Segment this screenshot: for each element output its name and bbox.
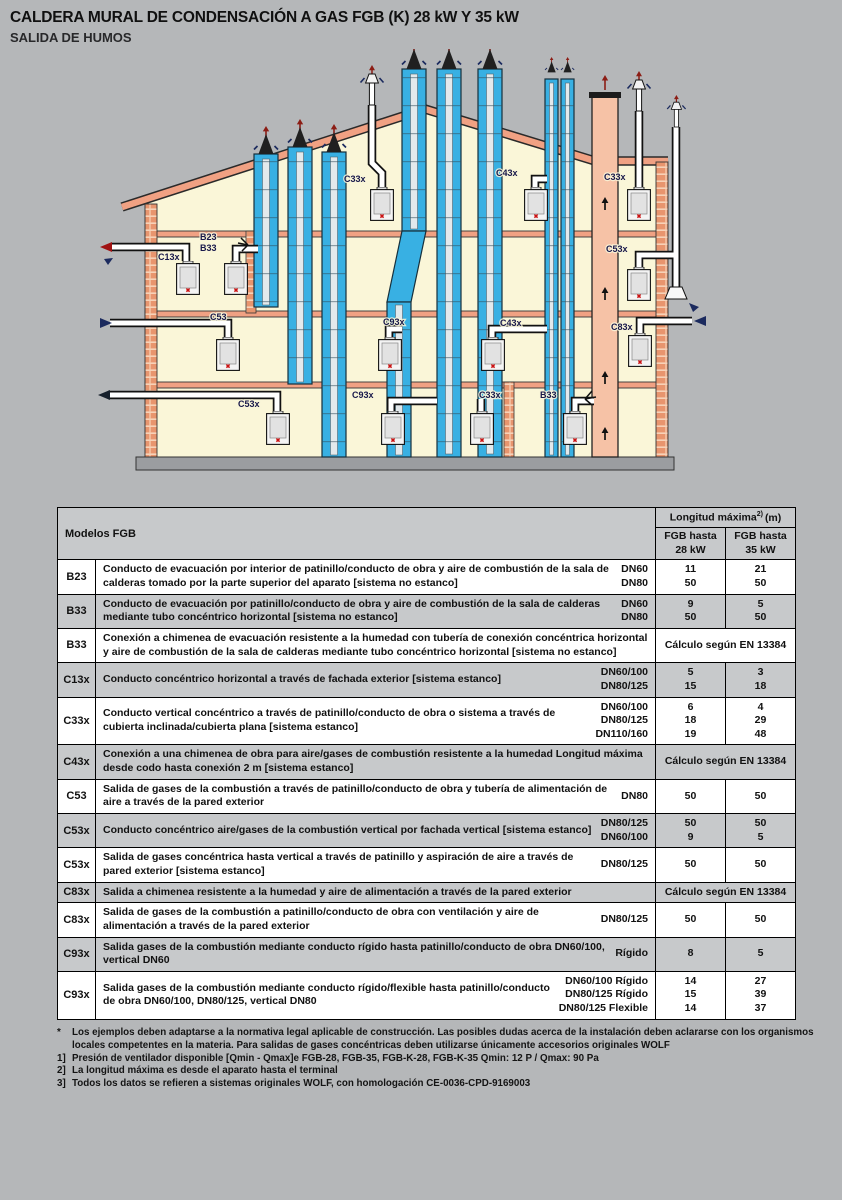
diagram-label: C83x: [611, 322, 633, 332]
diagram-label: C53x: [606, 244, 628, 254]
value-35kw-cell: 5 50: [726, 594, 796, 628]
model-cell: C93x: [58, 971, 96, 1019]
value-35kw-cell: 50 5: [726, 814, 796, 848]
table-row: [58, 903, 796, 937]
table-row: [58, 628, 796, 662]
header-28kw: FGB hasta 28 kW: [656, 528, 726, 560]
value-35kw-cell: 50: [726, 779, 796, 813]
model-cell: B33: [58, 628, 96, 662]
flue-diagram: [0, 49, 842, 481]
models-table-wrap: [57, 507, 795, 1020]
value-35kw-cell: 3 18: [726, 663, 796, 697]
footnote: 1] Presión de ventilador disponible [Qmin - Qmax]e FGB-28, FGB-35, FGB-K-28, FGB-K-35 Qmin: 12 P / Qmax: 90 Pa: [57, 1052, 599, 1064]
page-header: [0, 0, 842, 45]
table-row: [58, 779, 796, 813]
description-cell: Conexión a chimenea de evacuación resistente a la humedad con tubería de conexión concéntrica horizontal y aire de combustión de la sala de calderas mediante tubo concéntrico horizontal [sistema no estanco]: [96, 628, 656, 662]
diagram-label: C33x: [604, 172, 626, 182]
value-28kw-cell: 14 15 14: [656, 971, 726, 1019]
model-cell: C53x: [58, 814, 96, 848]
value-28kw-cell: 9 50: [656, 594, 726, 628]
description-cell: Conducto de evacuación por patinillo/conducto de obra y aire de combustión de la sala de calderas mediante tubo concéntrico horizontal [sistema no estanco] DN60 DN80: [96, 594, 656, 628]
diagram-label: C13x: [158, 252, 180, 262]
header-longitud: Longitud máxima$^{2)}$ (m): [656, 508, 796, 528]
calc-cell: Cálculo según EN 13384: [656, 745, 796, 779]
value-28kw-cell: 5 15: [656, 663, 726, 697]
value-28kw-cell: 11 50: [656, 560, 726, 594]
model-cell: C93x: [58, 937, 96, 971]
table-row: [58, 971, 796, 1019]
page-subtitle: SALIDA DE HUMOS: [10, 30, 132, 45]
model-cell: C83x: [58, 882, 96, 903]
description-cell: Salida a chimenea resistente a la humedad y aire de alimentación a través de la pared exterior: [96, 882, 656, 903]
model-cell: C13x: [58, 663, 96, 697]
description-cell: Conducto vertical concéntrico a través de patinillo/conducto de obra o sistema a través de cubierta inclinada/cubierta plana [sistema estanco] DN60/100 DN80/125 DN110/160: [96, 697, 656, 745]
calc-cell: Cálculo según EN 13384: [656, 628, 796, 662]
footnote: 3] Todos los datos se refieren a sistemas originales WOLF, con homologación CE-0036-CPD-9169003: [57, 1078, 531, 1090]
diagram-label: B33: [200, 243, 217, 253]
description-cell: Conducto concéntrico aire/gases de la combustión vertical por fachada vertical [sistema estanco] DN80/125 DN60/100: [96, 814, 656, 848]
diagram-label: C93x: [383, 317, 405, 327]
description-cell: Conducto concéntrico horizontal a través de fachada exterior [sistema estanco] DN60/100 DN80/125: [96, 663, 656, 697]
value-28kw-cell: 50: [656, 903, 726, 937]
description-cell: Salida de gases de la combustión a través de patinillo/conducto de obra y tubería de alimentación de aire a través de la pared exterior DN80: [96, 779, 656, 813]
table-row: [58, 560, 796, 594]
header-models: Modelos FGB: [58, 508, 656, 560]
model-cell: C43x: [58, 745, 96, 779]
description-cell: Conducto de evacuación por interior de patinillo/conducto de obra y aire de combustión de la sala de calderas tomado por la parte superior del aparato [sistema no estanco] DN60 DN80: [96, 560, 656, 594]
diagram-label: B33: [540, 390, 557, 400]
flue-diagram-svg: [0, 49, 842, 481]
description-cell: Salida de gases concéntrica hasta vertical a través de patinillo y aspiración de aire a través de pared exterior [sistema estanco] DN80/125: [96, 848, 656, 882]
models-table: [57, 507, 796, 1020]
value-28kw-cell: 50: [656, 779, 726, 813]
table-row: [58, 848, 796, 882]
value-28kw-cell: 50 9: [656, 814, 726, 848]
value-35kw-cell: 50: [726, 848, 796, 882]
footnote: 2] La longitud máxima es desde el aparato hasta el terminal: [57, 1065, 338, 1077]
footnotes: [57, 1027, 832, 1092]
table-row: [58, 594, 796, 628]
model-cell: C53: [58, 779, 96, 813]
table-row: [58, 663, 796, 697]
diagram-label: C33x: [479, 390, 501, 400]
table-row: [58, 814, 796, 848]
description-cell: Salida gases de la combustión mediante conducto rígido hasta patinillo/conducto de obra DN60/100, vertical DN60 Rígido: [96, 937, 656, 971]
description-cell: Salida gases de la combustión mediante conducto rígido/flexible hasta patinillo/conducto de obra DN60/100, DN80/125, vertical DN80 DN60/100 Rígido DN80/125 Rígido DN80/125 Flexible: [96, 971, 656, 1019]
diagram-label: C53: [210, 312, 227, 322]
model-cell: C83x: [58, 903, 96, 937]
description-cell: Conexión a una chimenea de obra para aire/gases de combustión resistente a la humedad Longitud máxima desde codo hasta conexión 2 m [sistema estanco]: [96, 745, 656, 779]
table-row: [58, 882, 796, 903]
diagram-label: C53x: [238, 399, 260, 409]
value-28kw-cell: 8: [656, 937, 726, 971]
value-35kw-cell: 50: [726, 903, 796, 937]
model-cell: C33x: [58, 697, 96, 745]
model-cell: C53x: [58, 848, 96, 882]
model-cell: B23: [58, 560, 96, 594]
diagram-label: C33x: [344, 174, 366, 184]
calc-cell: Cálculo según EN 13384: [656, 882, 796, 903]
diagram-label: C93x: [352, 390, 374, 400]
value-35kw-cell: 21 50: [726, 560, 796, 594]
value-28kw-cell: 6 18 19: [656, 697, 726, 745]
header-35kw: FGB hasta 35 kW: [726, 528, 796, 560]
table-row: [58, 937, 796, 971]
model-cell: B33: [58, 594, 96, 628]
table-row: [58, 745, 796, 779]
value-28kw-cell: 50: [656, 848, 726, 882]
table-header: [58, 508, 796, 560]
diagram-label: C43x: [500, 318, 522, 328]
page-title: CALDERA MURAL DE CONDENSACIÓN A GAS FGB (K) 28 kW Y 35 kW: [10, 9, 519, 26]
value-35kw-cell: 4 29 48: [726, 697, 796, 745]
footnote: * Los ejemplos deben adaptarse a la normativa legal aplicable de construcción. Las posibles dudas acerca de la instalación deben aclararse con los organismos locales competentes en la materia. Para salidas de gases concéntricas deben utilizarse únicamente accesorios originales WOLF: [57, 1026, 814, 1051]
diagram-label: B23: [200, 232, 217, 242]
value-35kw-cell: 27 39 37: [726, 971, 796, 1019]
value-35kw-cell: 5: [726, 937, 796, 971]
table-body: [58, 560, 796, 1019]
description-cell: Salida de gases de la combustión a patinillo/conducto de obra con ventilación y aire de alimentación a través de la pared exterior DN80/125: [96, 903, 656, 937]
table-row: [58, 697, 796, 745]
diagram-label: C43x: [496, 168, 518, 178]
